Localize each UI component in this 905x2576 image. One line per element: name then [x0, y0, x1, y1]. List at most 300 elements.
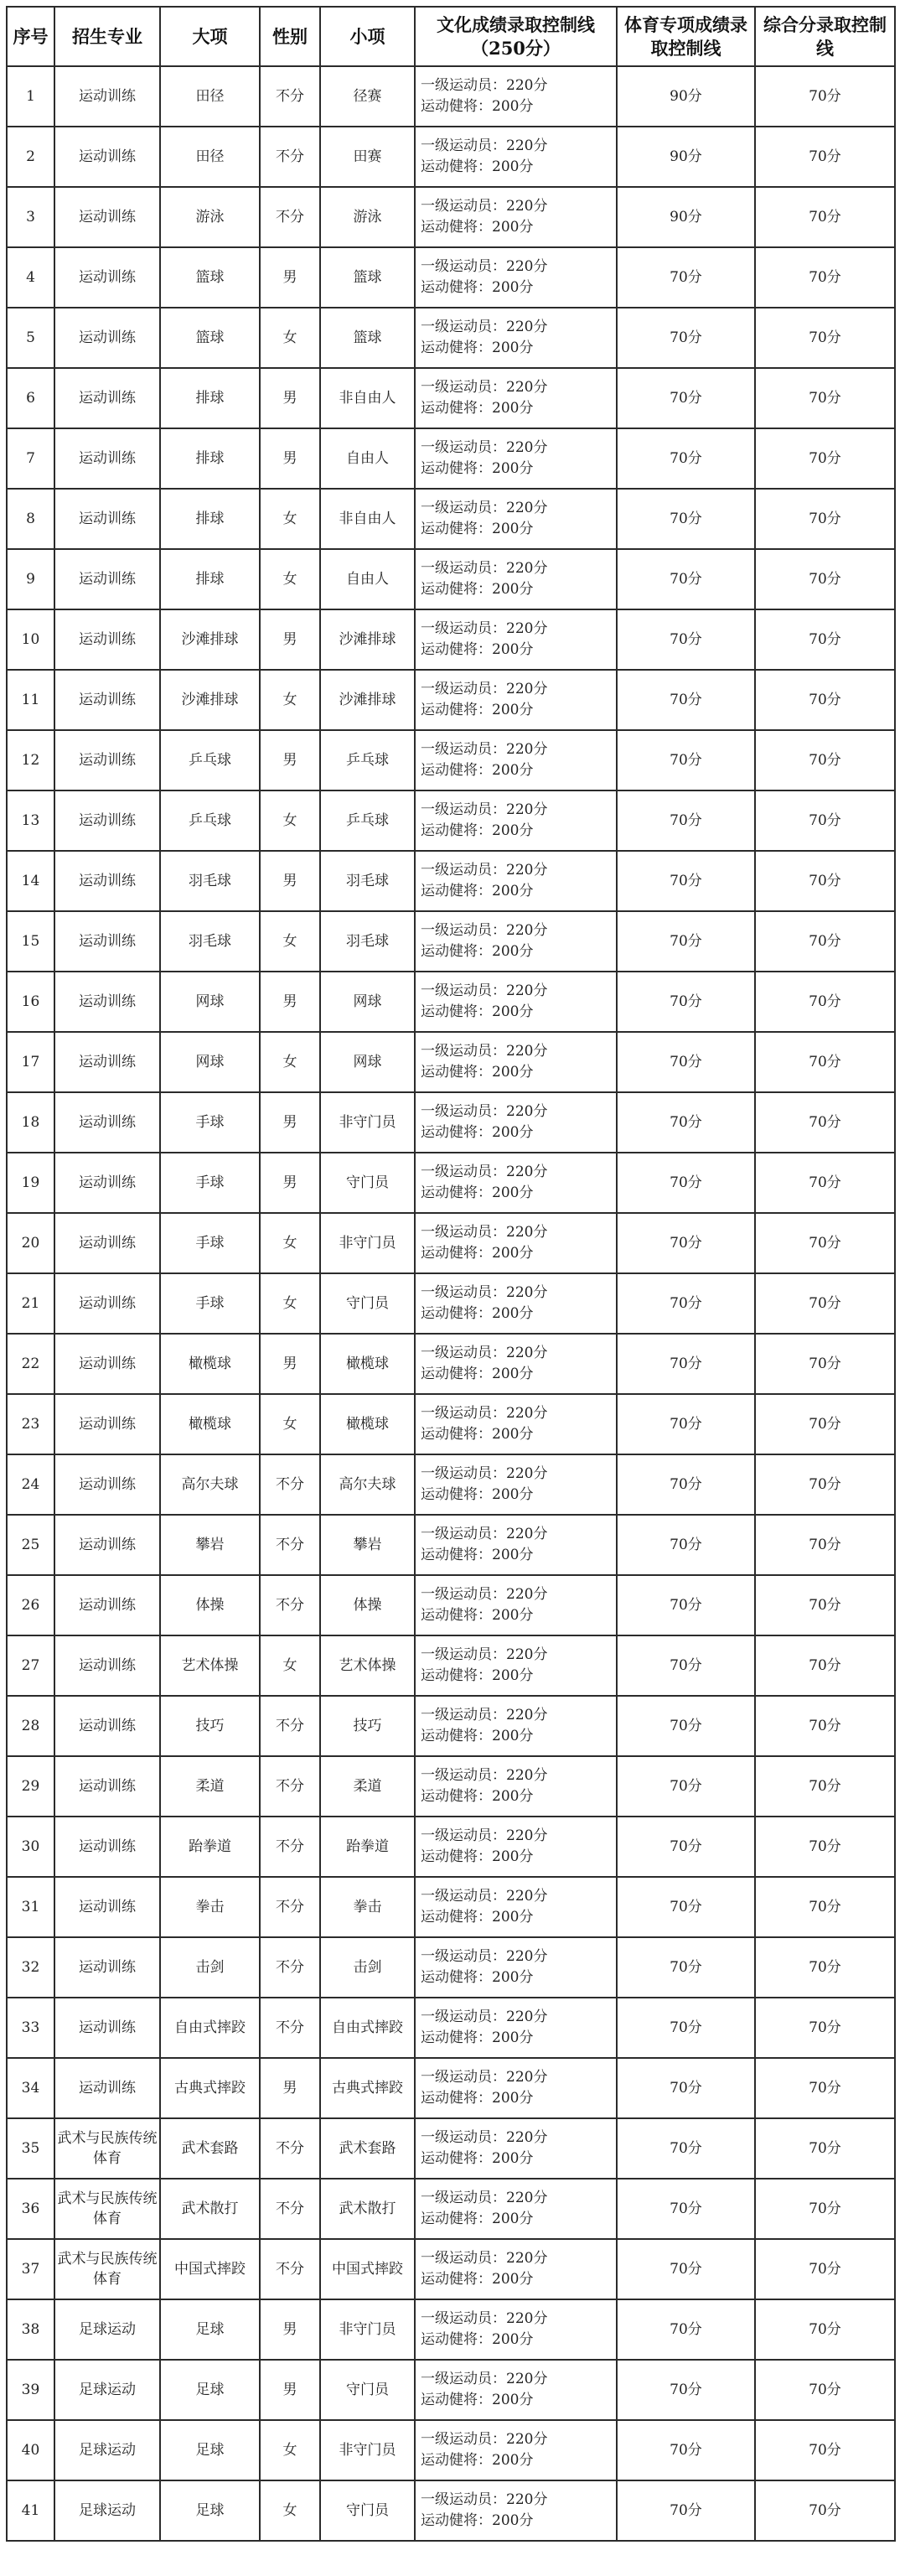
cell-cultural-line: [415, 489, 617, 549]
cell-composite-line: 70分: [755, 368, 895, 428]
cell-gender: 女: [260, 670, 320, 730]
cell-index: 2: [7, 127, 54, 187]
cell-gender: 女: [260, 1213, 320, 1273]
cell-sport-line: 70分: [617, 730, 755, 790]
cell-major: 运动训练: [54, 851, 160, 911]
cultural-line-text: 一级运动员：220分: [421, 1707, 548, 1723]
cell-composite-line: 70分: [755, 428, 895, 489]
cell-composite-line: 70分: [755, 609, 895, 670]
cell-subitem: 沙滩排球: [320, 670, 415, 730]
cell-cultural-line: [415, 2480, 617, 2541]
cell-gender: 男: [260, 247, 320, 308]
cell-subitem: 沙滩排球: [320, 609, 415, 670]
cell-subitem: 柔道: [320, 1756, 415, 1817]
cultural-line-text: 运动健将：200分: [421, 279, 534, 296]
cell-major: 运动训练: [54, 549, 160, 609]
table-row: [7, 368, 895, 428]
table-row: [7, 1515, 895, 1575]
cell-index: 11: [7, 670, 54, 730]
cell-composite-line: 70分: [755, 1877, 895, 1937]
cell-category: 橄榄球: [160, 1334, 260, 1394]
cell-cultural-line: [415, 1153, 617, 1213]
cell-index: 9: [7, 549, 54, 609]
cell-subitem: 非守门员: [320, 1213, 415, 1273]
table-row: [7, 790, 895, 851]
cultural-line-text: 一级运动员：220分: [421, 1405, 548, 1422]
cell-cultural-line: [415, 1032, 617, 1092]
cell-subitem: 非自由人: [320, 489, 415, 549]
cell-sport-line: 70分: [617, 1877, 755, 1937]
cell-cultural-line: [415, 1998, 617, 2058]
cultural-line-text: 一级运动员：220分: [421, 2250, 548, 2267]
cell-major: 足球运动: [54, 2420, 160, 2480]
cell-composite-line: 70分: [755, 308, 895, 368]
cell-gender: 女: [260, 1273, 320, 1334]
cell-composite-line: 70分: [755, 1635, 895, 1696]
cell-index: 12: [7, 730, 54, 790]
cell-subitem: 非守门员: [320, 1092, 415, 1153]
cell-gender: 女: [260, 489, 320, 549]
cell-sport-line: 70分: [617, 489, 755, 549]
cell-subitem: 篮球: [320, 247, 415, 308]
cell-category: 攀岩: [160, 1515, 260, 1575]
cultural-line-text: 运动健将：200分: [421, 400, 534, 417]
cultural-line-text: 一级运动员：220分: [421, 741, 548, 758]
cell-composite-line: 70分: [755, 2058, 895, 2118]
cell-cultural-line: [415, 1877, 617, 1937]
cell-index: 17: [7, 1032, 54, 1092]
cell-major: 运动训练: [54, 428, 160, 489]
cell-index: 4: [7, 247, 54, 308]
cell-major: 运动训练: [54, 1394, 160, 1454]
cell-sport-line: 70分: [617, 1394, 755, 1454]
table-row: [7, 2118, 895, 2179]
cultural-line-text: 运动健将：200分: [421, 822, 534, 839]
cultural-line-text: 一级运动员：220分: [421, 681, 548, 697]
table-row: [7, 1213, 895, 1273]
cultural-line-text: 一级运动员：220分: [421, 1043, 548, 1060]
cultural-line-text: 运动健将：200分: [421, 943, 534, 960]
cell-sport-line: 70分: [617, 1032, 755, 1092]
cell-cultural-line: [415, 1092, 617, 1153]
cell-subitem: 武术套路: [320, 2118, 415, 2179]
cultural-line-text: 运动健将：200分: [421, 1366, 534, 1382]
cell-category: 排球: [160, 489, 260, 549]
cell-composite-line: 70分: [755, 1092, 895, 1153]
cell-composite-line: 70分: [755, 489, 895, 549]
cell-category: 足球: [160, 2360, 260, 2420]
cell-composite-line: 70分: [755, 1756, 895, 1817]
cell-sport-line: 90分: [617, 187, 755, 247]
cell-category: 足球: [160, 2299, 260, 2360]
header-major: 招生专业: [54, 7, 160, 66]
cultural-line-text: 运动健将：200分: [421, 2029, 534, 2046]
cell-gender: 女: [260, 1635, 320, 1696]
table-row: [7, 428, 895, 489]
header-subitem: 小项: [320, 7, 415, 66]
cell-sport-line: 70分: [617, 2360, 755, 2420]
cell-cultural-line: [415, 2239, 617, 2299]
cell-composite-line: 70分: [755, 187, 895, 247]
cell-index: 35: [7, 2118, 54, 2179]
cell-index: 14: [7, 851, 54, 911]
cultural-line-text: 一级运动员：220分: [421, 1646, 548, 1663]
table-row: [7, 1998, 895, 2058]
cell-sport-line: 70分: [617, 2058, 755, 2118]
cultural-line-text: 一级运动员：220分: [421, 2310, 548, 2327]
cell-index: 16: [7, 972, 54, 1032]
cell-sport-line: 70分: [617, 1575, 755, 1635]
cultural-line-text: 运动健将：200分: [421, 158, 534, 175]
cell-sport-line: 70分: [617, 1635, 755, 1696]
cultural-line-text: 一级运动员：220分: [421, 2491, 548, 2508]
cell-gender: 不分: [260, 1877, 320, 1937]
cell-subitem: 攀岩: [320, 1515, 415, 1575]
cultural-line-text: 一级运动员：220分: [421, 1948, 548, 1965]
cell-category: 沙滩排球: [160, 609, 260, 670]
cell-major: 运动训练: [54, 1334, 160, 1394]
cultural-line-text: 一级运动员：220分: [421, 198, 548, 215]
cell-subitem: 网球: [320, 1032, 415, 1092]
cell-category: 足球: [160, 2480, 260, 2541]
cell-major: 运动训练: [54, 911, 160, 972]
cell-cultural-line: [415, 851, 617, 911]
cell-index: 22: [7, 1334, 54, 1394]
cell-category: 中国式摔跤: [160, 2239, 260, 2299]
cell-sport-line: 70分: [617, 1937, 755, 1998]
cell-category: 体操: [160, 1575, 260, 1635]
cell-cultural-line: [415, 187, 617, 247]
cultural-line-text: 运动健将：200分: [421, 2452, 534, 2469]
cell-cultural-line: [415, 972, 617, 1032]
cell-cultural-line: [415, 66, 617, 127]
cell-subitem: 自由人: [320, 428, 415, 489]
cell-category: 排球: [160, 428, 260, 489]
cell-gender: 女: [260, 549, 320, 609]
cell-subitem: 非自由人: [320, 368, 415, 428]
cell-subitem: 径赛: [320, 66, 415, 127]
cultural-line-text: 一级运动员：220分: [421, 1586, 548, 1603]
cell-gender: 男: [260, 730, 320, 790]
table-row: [7, 609, 895, 670]
cell-index: 27: [7, 1635, 54, 1696]
header-gender: 性别: [260, 7, 320, 66]
cell-major: 武术与民族传统体育: [54, 2118, 160, 2179]
cell-index: 15: [7, 911, 54, 972]
cultural-line-text: 运动健将：200分: [421, 1184, 534, 1201]
cell-index: 30: [7, 1817, 54, 1877]
cell-major: 运动训练: [54, 1575, 160, 1635]
cell-category: 艺术体操: [160, 1635, 260, 1696]
cell-subitem: 守门员: [320, 2480, 415, 2541]
cultural-line-text: 运动健将：200分: [421, 339, 534, 356]
cultural-line-text: 一级运动员：220分: [421, 2431, 548, 2448]
cultural-line-text: 一级运动员：220分: [421, 2129, 548, 2146]
cell-subitem: 击剑: [320, 1937, 415, 1998]
header-index: 序号: [7, 7, 54, 66]
cultural-line-text: 一级运动员：220分: [421, 1827, 548, 1844]
cell-sport-line: 70分: [617, 2480, 755, 2541]
table-row: [7, 127, 895, 187]
cell-subitem: 非守门员: [320, 2299, 415, 2360]
cell-composite-line: 70分: [755, 2420, 895, 2480]
cultural-line-text: 运动健将：200分: [421, 2271, 534, 2288]
cultural-line-text: 一级运动员：220分: [421, 1888, 548, 1905]
cell-index: 10: [7, 609, 54, 670]
cell-category: 田径: [160, 127, 260, 187]
cultural-line-text: 运动健将：200分: [421, 702, 534, 718]
table-row: [7, 1092, 895, 1153]
cell-index: 28: [7, 1696, 54, 1756]
cell-category: 篮球: [160, 247, 260, 308]
cell-cultural-line: [415, 2299, 617, 2360]
table-row: [7, 1937, 895, 1998]
table-row: [7, 2480, 895, 2541]
cell-cultural-line: [415, 1635, 617, 1696]
cultural-line-text: 一级运动员：220分: [421, 560, 548, 577]
cultural-line-text: 一级运动员：220分: [421, 1103, 548, 1120]
cultural-line-text: 一级运动员：220分: [421, 862, 548, 879]
cell-major: 运动训练: [54, 1635, 160, 1696]
cell-cultural-line: [415, 428, 617, 489]
cell-sport-line: 70分: [617, 1756, 755, 1817]
cell-index: 37: [7, 2239, 54, 2299]
cell-gender: 男: [260, 368, 320, 428]
cell-major: 运动训练: [54, 1998, 160, 2058]
cell-sport-line: 70分: [617, 2420, 755, 2480]
header-cultural-line: 文化成绩录取控制线（250分）: [415, 7, 617, 66]
cell-composite-line: 70分: [755, 127, 895, 187]
header-row: [7, 7, 895, 66]
cultural-line-text: 运动健将：200分: [421, 1003, 534, 1020]
cell-index: 41: [7, 2480, 54, 2541]
cell-gender: 男: [260, 2299, 320, 2360]
cell-gender: 不分: [260, 1998, 320, 2058]
cultural-line-text: 运动健将：200分: [421, 2331, 534, 2348]
cell-index: 7: [7, 428, 54, 489]
cell-major: 运动训练: [54, 368, 160, 428]
cell-major: 运动训练: [54, 308, 160, 368]
table-row: [7, 1877, 895, 1937]
table-row: [7, 2179, 895, 2239]
cultural-line-text: 运动健将：200分: [421, 1486, 534, 1503]
cell-gender: 男: [260, 428, 320, 489]
cell-index: 3: [7, 187, 54, 247]
cell-major: 运动训练: [54, 66, 160, 127]
cell-composite-line: 70分: [755, 670, 895, 730]
cell-sport-line: 90分: [617, 127, 755, 187]
cell-major: 运动训练: [54, 609, 160, 670]
cultural-line-text: 运动健将：200分: [421, 2150, 534, 2167]
table-row: [7, 1334, 895, 1394]
cell-subitem: 羽毛球: [320, 851, 415, 911]
cell-composite-line: 70分: [755, 247, 895, 308]
cultural-line-text: 运动健将：200分: [421, 1426, 534, 1443]
cell-cultural-line: [415, 2058, 617, 2118]
cell-major: 运动训练: [54, 1153, 160, 1213]
cell-composite-line: 70分: [755, 1153, 895, 1213]
cell-subitem: 羽毛球: [320, 911, 415, 972]
cell-sport-line: 70分: [617, 2179, 755, 2239]
cell-cultural-line: [415, 2360, 617, 2420]
cell-sport-line: 70分: [617, 1153, 755, 1213]
cell-gender: 男: [260, 2058, 320, 2118]
cell-gender: 不分: [260, 1454, 320, 1515]
cultural-line-text: 运动健将：200分: [421, 1728, 534, 1744]
cell-gender: 女: [260, 911, 320, 972]
cell-cultural-line: [415, 670, 617, 730]
cultural-line-text: 一级运动员：220分: [421, 379, 548, 396]
cell-gender: 女: [260, 2420, 320, 2480]
cell-composite-line: 70分: [755, 2299, 895, 2360]
cell-subitem: 乒乓球: [320, 730, 415, 790]
cell-sport-line: 70分: [617, 1817, 755, 1877]
header-sport-line: 体育专项成绩录取控制线: [617, 7, 755, 66]
table-row: [7, 851, 895, 911]
table-header: [7, 7, 895, 66]
cell-composite-line: 70分: [755, 2179, 895, 2239]
cell-category: 网球: [160, 1032, 260, 1092]
cell-gender: 男: [260, 972, 320, 1032]
cultural-line-text: 一级运动员：220分: [421, 2190, 548, 2206]
cell-subitem: 非守门员: [320, 2420, 415, 2480]
cell-category: 自由式摔跤: [160, 1998, 260, 2058]
cell-gender: 不分: [260, 1515, 320, 1575]
cell-category: 排球: [160, 549, 260, 609]
cell-major: 运动训练: [54, 972, 160, 1032]
cell-category: 手球: [160, 1273, 260, 1334]
cell-index: 25: [7, 1515, 54, 1575]
cultural-line-text: 一级运动员：220分: [421, 2008, 548, 2025]
cell-cultural-line: [415, 308, 617, 368]
cultural-line-text: 一级运动员：220分: [421, 137, 548, 154]
cultural-line-text: 一级运动员：220分: [421, 922, 548, 939]
cell-major: 运动训练: [54, 790, 160, 851]
admission-table-container: [6, 6, 896, 2542]
cell-category: 羽毛球: [160, 911, 260, 972]
cell-sport-line: 70分: [617, 1454, 755, 1515]
cell-gender: 不分: [260, 127, 320, 187]
cell-subitem: 橄榄球: [320, 1394, 415, 1454]
cell-cultural-line: [415, 609, 617, 670]
header-composite-line: 综合分录取控制线: [755, 7, 895, 66]
cell-index: 31: [7, 1877, 54, 1937]
cultural-line-text: 运动健将：200分: [421, 1245, 534, 1262]
cell-gender: 男: [260, 609, 320, 670]
cultural-line-text: 一级运动员：220分: [421, 982, 548, 999]
cell-sport-line: 70分: [617, 1515, 755, 1575]
cell-sport-line: 70分: [617, 911, 755, 972]
cell-cultural-line: [415, 1756, 617, 1817]
cell-gender: 不分: [260, 187, 320, 247]
cell-subitem: 技巧: [320, 1696, 415, 1756]
table-row: [7, 1394, 895, 1454]
cell-composite-line: 70分: [755, 1213, 895, 1273]
cell-major: 运动训练: [54, 489, 160, 549]
cell-cultural-line: [415, 1454, 617, 1515]
cell-major: 运动训练: [54, 1877, 160, 1937]
cell-subitem: 橄榄球: [320, 1334, 415, 1394]
cultural-line-text: 一级运动员：220分: [421, 1526, 548, 1542]
cultural-line-text: 运动健将：200分: [421, 1909, 534, 1926]
cultural-line-text: 一级运动员：220分: [421, 439, 548, 456]
cell-subitem: 乒乓球: [320, 790, 415, 851]
table-row: [7, 1756, 895, 1817]
table-row: [7, 2058, 895, 2118]
cell-category: 武术套路: [160, 2118, 260, 2179]
table-row: [7, 308, 895, 368]
cell-gender: 不分: [260, 1575, 320, 1635]
cultural-line-text: 运动健将：200分: [421, 1788, 534, 1805]
table-row: [7, 1696, 895, 1756]
table-row: [7, 1273, 895, 1334]
cell-composite-line: 70分: [755, 1454, 895, 1515]
cell-index: 8: [7, 489, 54, 549]
cultural-line-text: 运动健将：200分: [421, 883, 534, 899]
cell-sport-line: 70分: [617, 790, 755, 851]
cell-cultural-line: [415, 127, 617, 187]
cultural-line-text: 运动健将：200分: [421, 2211, 534, 2227]
cultural-line-text: 一级运动员：220分: [421, 1767, 548, 1784]
cell-cultural-line: [415, 790, 617, 851]
cell-composite-line: 70分: [755, 66, 895, 127]
cell-subitem: 篮球: [320, 308, 415, 368]
cell-gender: 不分: [260, 1817, 320, 1877]
cell-cultural-line: [415, 1696, 617, 1756]
cell-cultural-line: [415, 1394, 617, 1454]
cultural-line-text: 运动健将：200分: [421, 219, 534, 236]
cell-index: 21: [7, 1273, 54, 1334]
cell-composite-line: 70分: [755, 1334, 895, 1394]
cell-major: 运动训练: [54, 1273, 160, 1334]
cultural-line-text: 运动健将：200分: [421, 1547, 534, 1563]
cell-category: 游泳: [160, 187, 260, 247]
cell-cultural-line: [415, 247, 617, 308]
cell-gender: 不分: [260, 1937, 320, 1998]
table-row: [7, 2360, 895, 2420]
cell-cultural-line: [415, 368, 617, 428]
cell-category: 足球: [160, 2420, 260, 2480]
cell-major: 运动训练: [54, 2058, 160, 2118]
cell-category: 篮球: [160, 308, 260, 368]
cultural-line-text: 运动健将：200分: [421, 1969, 534, 1986]
cultural-line-text: 一级运动员：220分: [421, 500, 548, 516]
cell-index: 18: [7, 1092, 54, 1153]
cell-major: 运动训练: [54, 1696, 160, 1756]
cell-cultural-line: [415, 1334, 617, 1394]
cell-composite-line: 70分: [755, 851, 895, 911]
cultural-line-text: 运动健将：200分: [421, 1124, 534, 1141]
table-row: [7, 1635, 895, 1696]
cell-subitem: 古典式摔跤: [320, 2058, 415, 2118]
cell-index: 29: [7, 1756, 54, 1817]
cell-composite-line: 70分: [755, 972, 895, 1032]
cell-sport-line: 70分: [617, 549, 755, 609]
cell-index: 6: [7, 368, 54, 428]
cell-major: 运动训练: [54, 127, 160, 187]
cell-subitem: 守门员: [320, 1273, 415, 1334]
cell-cultural-line: [415, 1575, 617, 1635]
cell-category: 手球: [160, 1153, 260, 1213]
cell-index: 1: [7, 66, 54, 127]
cell-subitem: 拳击: [320, 1877, 415, 1937]
cell-composite-line: 70分: [755, 549, 895, 609]
cell-category: 跆拳道: [160, 1817, 260, 1877]
header-category: 大项: [160, 7, 260, 66]
cell-major: 运动训练: [54, 247, 160, 308]
cultural-line-text: 运动健将：200分: [421, 1607, 534, 1624]
cell-gender: 男: [260, 2360, 320, 2420]
